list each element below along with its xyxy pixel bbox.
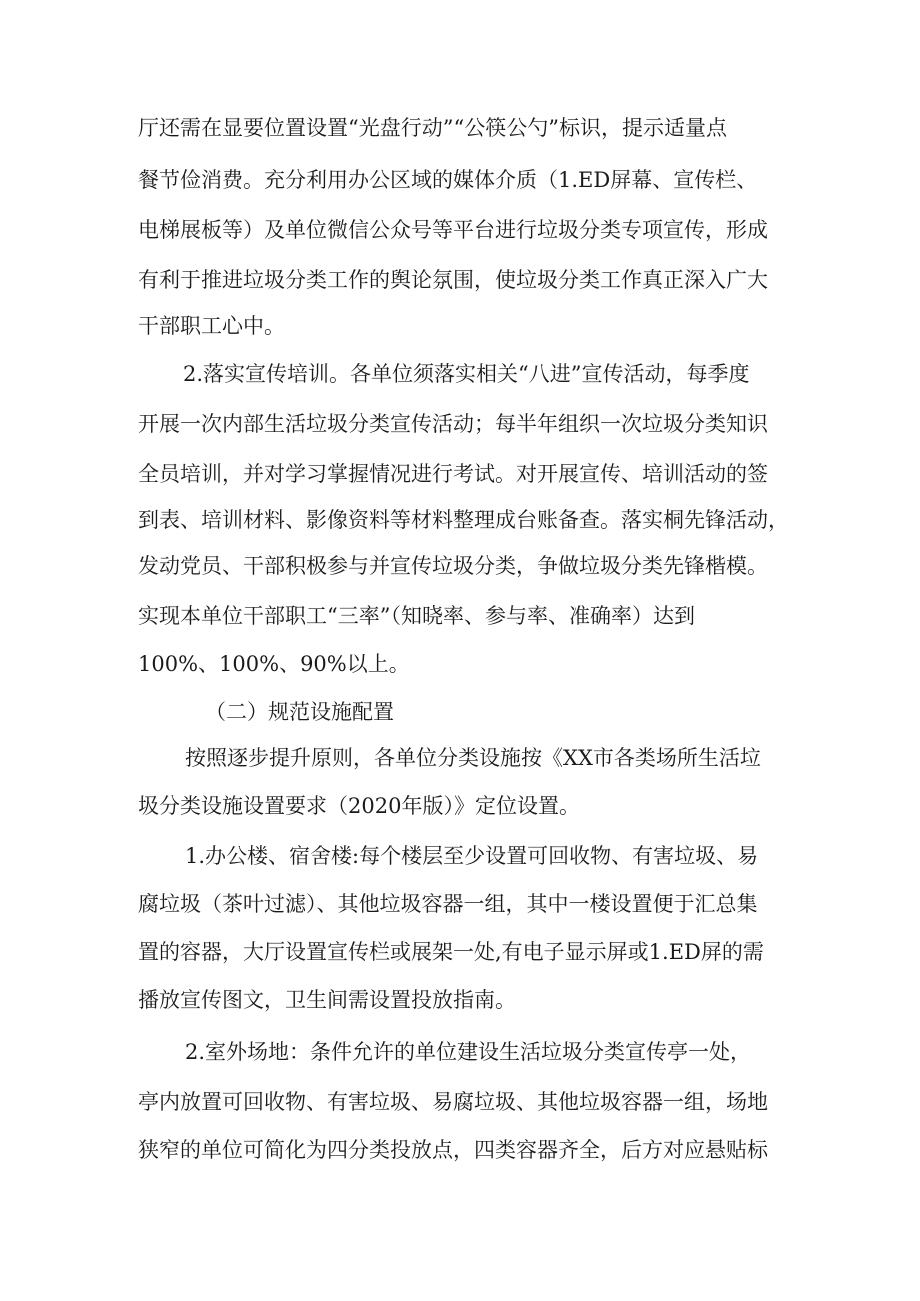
section-heading: （二）规范设施配置: [205, 700, 394, 724]
body-line: 全员培训，并对学习掌握情况进行考试。对开展宣传、培训活动的签: [138, 462, 768, 486]
body-line: 干部职工心中。: [138, 314, 285, 338]
body-line: 实现本单位干部职工“三率”（知晓率、参与率、准确率）达到: [138, 604, 695, 628]
body-line: 腐垃圾（茶叶过滤）、其他垃圾容器一组，其中一楼设置便于汇总集: [138, 892, 758, 916]
body-line: 有利于推进垃圾分类工作的舆论氛围，使垃圾分类工作真正深入广大: [138, 268, 768, 292]
body-line: 狭窄的单位可简化为四分类投放点，四类容器齐全，后方对应悬贴标: [138, 1138, 768, 1162]
body-line: 100%、100%、90%以上。: [138, 652, 410, 676]
body-line: 置的容器，大厅设置宣传栏或展架一处,有电子显示屏或1.ED屏的需: [138, 940, 764, 964]
body-line: 2.室外场地：条件允许的单位建设生活垃圾分类宣传亭一处，: [185, 1040, 752, 1064]
body-line: 发动党员、干部积极参与并宣传垃圾分类，争做垃圾分类先锋楷模。: [138, 554, 768, 578]
body-line: 按照逐步提升原则，各单位分类设施按《XX市各类场所生活垃: [185, 746, 761, 770]
body-line: 播放宣传图文，卫生间需设置投放指南。: [138, 988, 516, 1012]
body-line: 到表、培训材料、影像资料等材料整理成台账备查。落实桐先锋活动，: [138, 508, 789, 532]
body-line: 2.落实宣传培训。各单位须落实相关“八进”宣传活动，每季度: [183, 362, 750, 386]
body-line: 厅还需在显要位置设置“光盘行动”“公筷公勺”标识，提示适量点: [138, 116, 727, 140]
body-line: 亭内放置可回收物、有害垃圾、易腐垃圾、其他垃圾容器一组，场地: [138, 1090, 768, 1114]
body-line: 圾分类设施设置要求（2020年版）》定位设置。: [138, 794, 580, 818]
body-line: 电梯展板等）及单位微信公众号等平台进行垃圾分类专项宣传，形成: [138, 218, 768, 242]
body-line: 1.办公楼、宿舍楼:每个楼层至少设置可回收物、有害垃圾、易: [185, 844, 759, 868]
body-line: 开展一次内部生活垃圾分类宣传活动；每半年组织一次垃圾分类知识: [138, 412, 768, 436]
body-line: 餐节俭消费。充分利用办公区域的媒体介质（1.ED屏幕、宣传栏、: [138, 168, 758, 192]
